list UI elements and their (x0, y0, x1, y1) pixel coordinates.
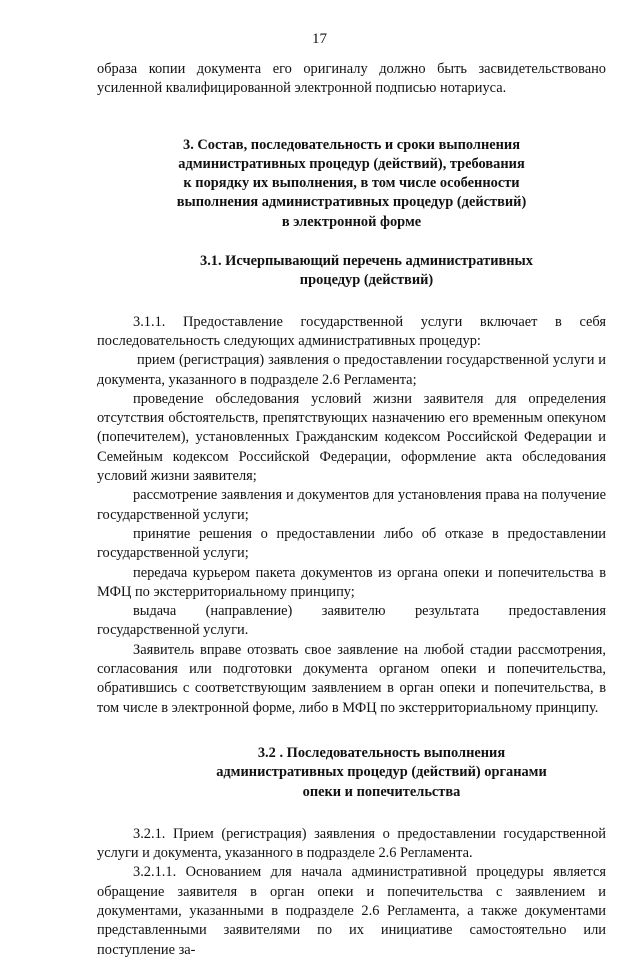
list-item-procedure: принятие решения о предоставлении либо об отказе в предоставлении государственной услуги; (97, 525, 606, 562)
page-content (97, 60, 606, 960)
section-3-1-body (97, 313, 606, 718)
paragraph-3-1-1: 3.1.1. Предоставление государственной услуги включает в себя последовательность следующих административных процедур: (97, 313, 606, 349)
section-3-2-heading-line: опеки и попечительства (302, 783, 461, 800)
section-3-2-heading-line: административных процедур (действий) органами (216, 764, 547, 781)
section-3-heading-line: к порядку их выполнения, в том числе особенности (183, 175, 520, 192)
section-3-1-heading-line: 3.1. Исчерпывающий перечень административных (200, 253, 533, 270)
section-3-2-heading-line: 3.2 . Последовательность выполнения (257, 744, 506, 761)
section-3-1-heading (127, 252, 606, 291)
section-3-1-heading-line: процедур (действий) (299, 272, 434, 289)
page-number: 17 (312, 31, 327, 47)
paragraph-3-2-1-1: 3.2.1.1. Основанием для начала административной процедуры является обращение заявителя в орган опеки и попечительства с заявлением и документами, указанными в подразделе 2.6 Регламента, а также документами представленными заявителями по их инициативе самостоятельно или поступление за- (97, 864, 606, 958)
section-3-2-body (97, 825, 606, 960)
list-item-procedure: прием (регистрация) заявления о предоставлении государственной услуги и документа, указанного в подразделе 2.6 Регламента; (97, 352, 606, 388)
section-3-heading-line: в электронной форме (281, 213, 422, 230)
section-3-heading-line: 3. Состав, последовательность и сроки выполнения (183, 136, 520, 153)
list-item-procedure: передача курьером пакета документов из органа опеки и попечительства в МФЦ по экстерриториальному принципу; (97, 564, 606, 600)
section-3-heading-line: административных процедур (действий), требования (178, 155, 525, 172)
list-item-procedure: выдача (направление) заявителю результата предоставления государственной услуги. (97, 603, 606, 639)
section-3-heading (97, 136, 606, 232)
intro-paragraph: образа копии документа его оригиналу должно быть засвидетельствовано усиленной квалифицированной электронной подписью нотариуса. (97, 61, 606, 97)
paragraph-withdrawal: Заявитель вправе отозвать свое заявление на любой стадии рассмотрения, согласования или подготовки документа органом опеки и попечительства, обратившись с соответствующим заявлением в орган опеки и попечительства, в том числе в электронной форме, либо в МФЦ по экстерриториальному принципу. (97, 641, 606, 716)
paragraph-3-2-1: 3.2.1. Прием (регистрация) заявления о предоставлении государственной услуги и документа, указанного в подразделе 2.6 Регламента. (97, 825, 606, 862)
section-3-2-heading (157, 744, 606, 802)
list-item-procedure: проведение обследования условий жизни заявителя для определения отсутствия обстоятельств, препятствующих назначению его временным опекуном (попечителем), установленных Гражданским кодексом Российской Федерации и Семейным кодексом Российской Федерации, оформление акта обследования условий жизни заявителя; (97, 390, 606, 485)
section-3-heading-line: выполнения административных процедур (действий) (176, 194, 527, 211)
list-item-procedure: рассмотрение заявления и документов для установления права на получение государственной услуги; (97, 487, 606, 523)
